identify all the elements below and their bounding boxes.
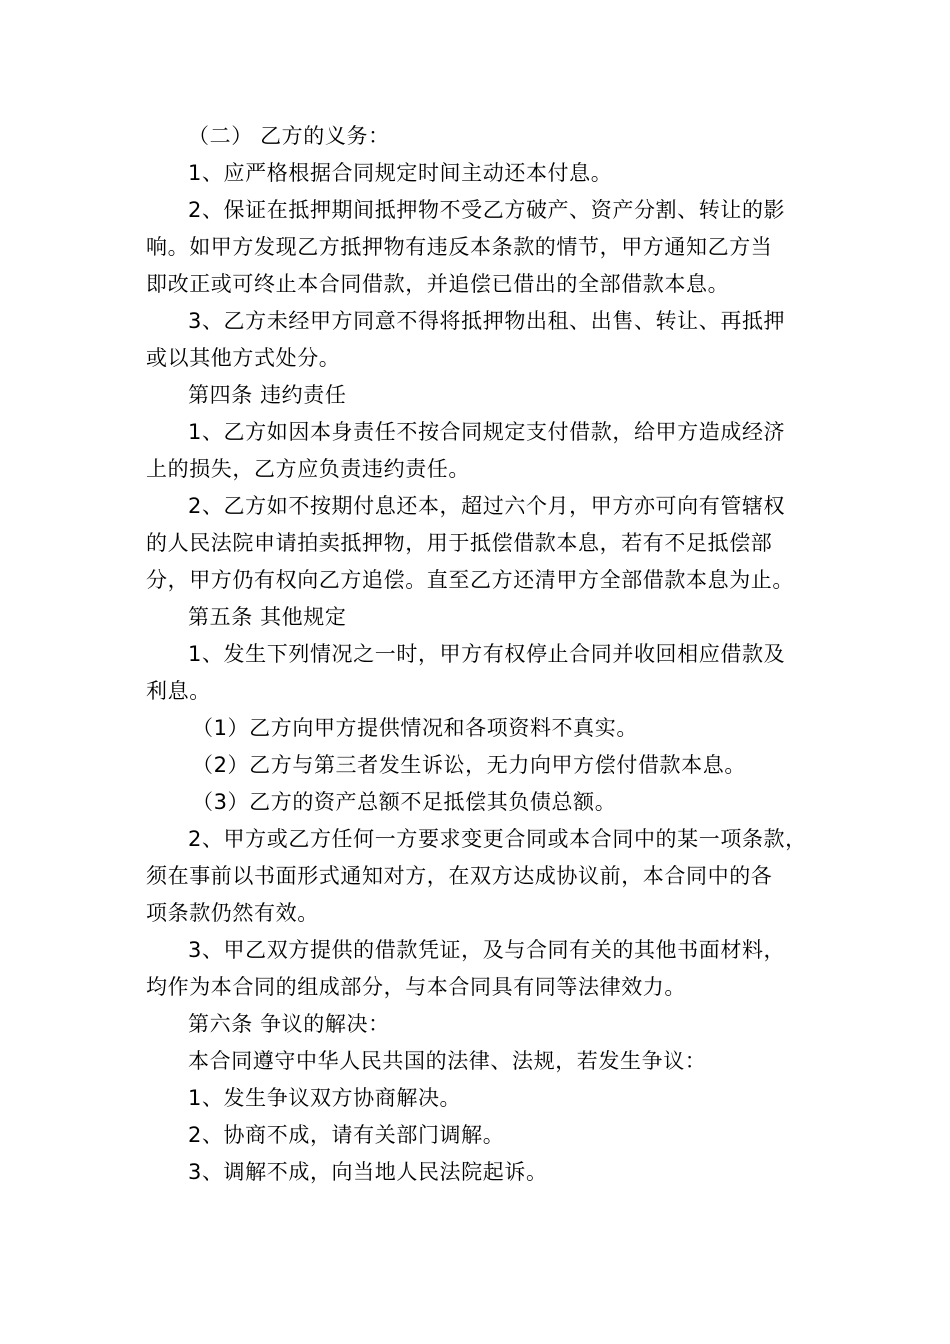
paragraph-line: 1、发生下列情况之一时，甲方有权停止合同并收回相应借款及 <box>188 642 786 666</box>
document-body <box>146 118 810 1191</box>
sub-item-line: （3）乙方的资产总额不足抵偿其负债总额。 <box>192 790 617 814</box>
paragraph-line: 或以其他方式处分。 <box>146 346 341 370</box>
paragraph-line: 1、发生争议双方协商解决。 <box>188 1086 462 1110</box>
paragraph-line: 3、乙方未经甲方同意不得将抵押物出租、出售、转让、再抵押 <box>188 309 786 333</box>
paragraph-line: 3、甲乙双方提供的借款凭证，及与合同有关的其他书面材料， <box>188 938 786 962</box>
paragraph-line: 分，甲方仍有权向乙方追偿。直至乙方还清甲方全部借款本息为止。 <box>146 568 794 592</box>
section-heading: （二） 乙方的义务： <box>188 124 390 148</box>
paragraph-line: 3、调解不成，向当地人民法院起诉。 <box>188 1160 548 1184</box>
sub-item-line: （2）乙方与第三者发生诉讼，无力向甲方偿付借款本息。 <box>192 753 746 777</box>
paragraph-line: 2、甲方或乙方任何一方要求变更合同或本合同中的某一项条款， <box>188 827 807 851</box>
article-heading: 第五条 其他规定 <box>188 605 347 629</box>
paragraph-line: 项条款仍然有效。 <box>146 901 319 925</box>
paragraph-line: 响。如甲方发现乙方抵押物有违反本条款的情节，甲方通知乙方当 <box>146 235 773 259</box>
paragraph-line: 利息。 <box>146 679 211 703</box>
paragraph-line: 2、保证在抵押期间抵押物不受乙方破产、资产分割、转让的影 <box>188 198 786 222</box>
paragraph-line: 即改正或可终止本合同借款，并追偿已借出的全部借款本息。 <box>146 272 730 296</box>
paragraph-line: 均作为本合同的组成部分，与本合同具有同等法律效力。 <box>146 975 686 999</box>
sub-item-line: （1）乙方向甲方提供情况和各项资料不真实。 <box>192 716 638 740</box>
paragraph-line: 上的损失，乙方应负责违约责任。 <box>146 457 470 481</box>
paragraph-line: 的人民法院申请拍卖抵押物，用于抵偿借款本息，若有不足抵偿部 <box>146 531 773 555</box>
article-heading: 第六条 争议的解决： <box>188 1012 390 1036</box>
paragraph-line: 2、协商不成，请有关部门调解。 <box>188 1123 505 1147</box>
article-heading: 第四条 违约责任 <box>188 383 347 407</box>
paragraph-line: 1、乙方如因本身责任不按合同规定支付借款，给甲方造成经济 <box>188 420 786 444</box>
paragraph-line: 2、乙方如不按期付息还本，超过六个月，甲方亦可向有管辖权 <box>188 494 786 518</box>
paragraph-line: 本合同遵守中华人民共国的法律、法规，若发生争议： <box>188 1049 707 1073</box>
paragraph-line: 须在事前以书面形式通知对方，在双方达成协议前，本合同中的各 <box>146 864 773 888</box>
paragraph-line: 1、应严格根据合同规定时间主动还本付息。 <box>188 161 613 185</box>
